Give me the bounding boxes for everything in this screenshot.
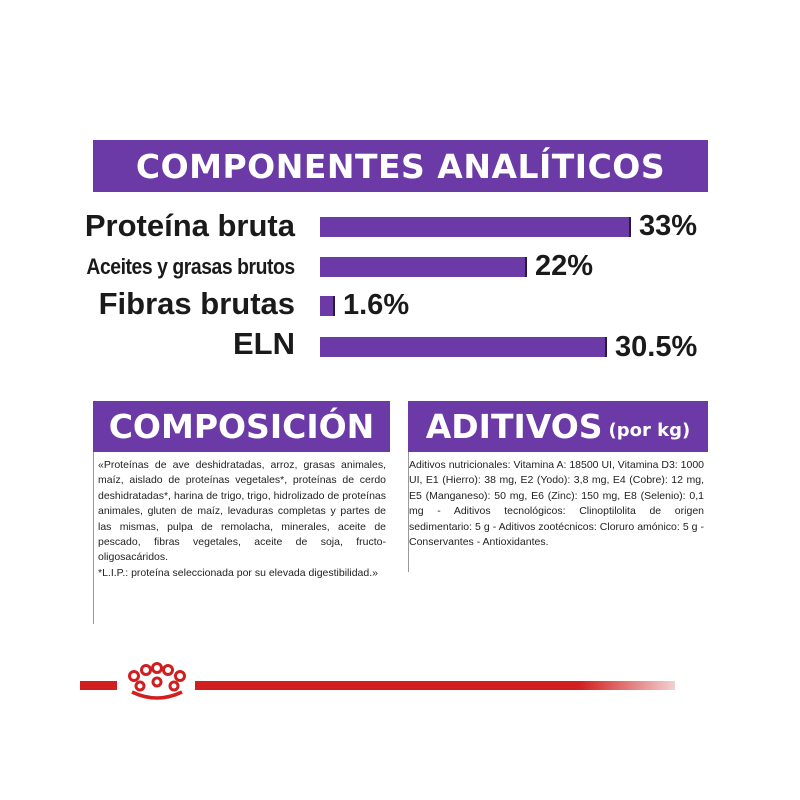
row-label-eln: ELN [233, 326, 295, 361]
value-eln: 30.5% [615, 331, 698, 363]
row-label-fats: Aceites y grasas brutos [86, 254, 295, 279]
bar-fiber [320, 296, 335, 316]
additives-title: ADITIVOS [425, 407, 603, 446]
composition-banner [93, 401, 390, 452]
composition-note: *L.I.P.: proteína seleccionada por su elevada digestibilidad.» [98, 566, 378, 579]
value-fiber: 1.6% [343, 289, 410, 321]
brand-line-right [195, 681, 675, 690]
additives-banner [408, 401, 708, 452]
additives-text-box [408, 452, 708, 572]
additives-title-suffix: (por kg) [608, 420, 691, 441]
value-fats: 22% [535, 250, 594, 282]
analytic-components-banner [93, 140, 708, 192]
bar-eln [320, 337, 607, 357]
composition-text: «Proteínas de ave deshidratadas, arroz, grasas animales, maíz, aislado de proteínas vegetales*, proteínas de cerdo deshidratadas*, harina de trigo, trigo, hidrolizado de proteínas animales, gluten de maíz, levaduras completas y partes de las mismas, pulpa de remolacha, minerales, aceite de pescado, fibras vegetales, aceite de soja, fructo-oligosacáridos. [98, 459, 386, 564]
composition-title: COMPOSICIÓN [108, 407, 375, 446]
bar-protein [320, 217, 631, 237]
additives-text: Aditivos nutricionales: Vitamina A: 18500 UI, Vitamina D3: 1000 UI, E1 (Hierro): 38 mg, E2 (Yodo): 3,8 mg, E4 (Cobre): 12 mg, E5 (Manganeso): 50 mg, E6 (Zinc): 150 mg, E8 (Selenio): 0,1 mg - Aditivos tecnológicos: Clinoptilolita de origen sedimentario: 5 g - Aditivos zootécnicos: Cloruro amónico: 5 g - Conservantes - Antioxidantes. [409, 459, 704, 549]
brand-line-left [80, 681, 117, 690]
bar-fats [320, 257, 527, 277]
row-label-fiber: Fibras brutas [98, 286, 295, 321]
row-label-protein: Proteína bruta [84, 208, 295, 243]
analytic-components-title: COMPONENTES ANALÍTICOS [135, 146, 666, 186]
value-protein: 33% [639, 210, 698, 242]
composition-text-box [93, 452, 390, 624]
crown-icon [122, 662, 192, 702]
